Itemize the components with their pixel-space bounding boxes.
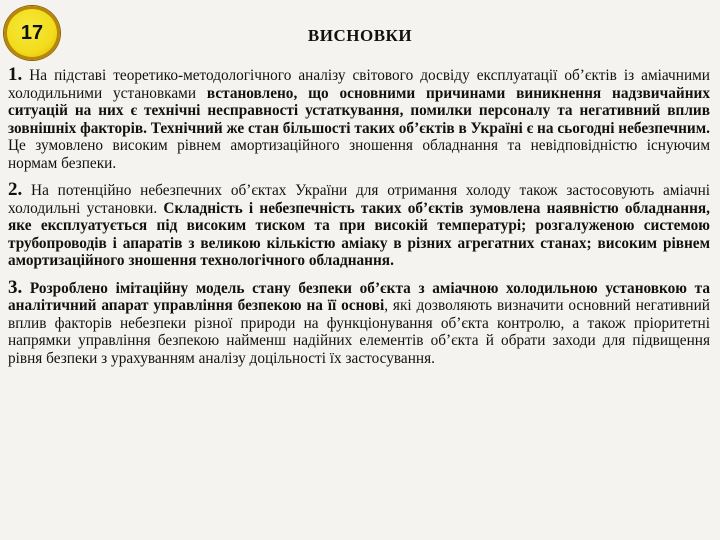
conclusion-number: 3. bbox=[8, 276, 23, 298]
conclusion-number: 1. bbox=[8, 64, 23, 85]
conclusion-text-bold: Розроблено імітаційну модель стану безпеки об’єкта з аміачною холодильною установкою та аналітичний апарат управління безпекою на її основі bbox=[8, 279, 710, 314]
conclusion-number: 2. bbox=[8, 179, 23, 200]
conclusion-text-bold: Складність і небезпечність таких об’єктів зумовлена наявністю обладнання, яке експлуатується під високим тиском та при високій температурі; розгалуженою системою трубопроводів і апаратів з великою кількістю аміаку в різних агрегатних станах; високим рівнем амортизаційного зношення технологічного обладнання. bbox=[8, 199, 710, 269]
conclusion-item-3 bbox=[8, 276, 710, 368]
conclusion-text: На потенційно небезпечних об’єктах України для отримання холоду також застосовують аміачні холодильні установки. bbox=[8, 182, 710, 217]
slide-number-badge: 17 bbox=[4, 6, 60, 60]
page-title: ВИСНОВКИ bbox=[307, 26, 413, 45]
conclusion-text: Це зумовлено високим рівнем амортизаційного зношення обладнання та невідповідністю існуючим нормам безпеки. bbox=[8, 137, 710, 172]
conclusion-item-1 bbox=[8, 66, 710, 172]
conclusions-list bbox=[8, 66, 710, 367]
conclusion-text: На підставі теоретико-методологічного аналізу світового досвіду експлуатації об’єктів із аміачними холодильними установками bbox=[8, 67, 710, 102]
conclusion-text: , які дозволяють визначити основний негативний вплив факторів небезпеки різної природи на функціонування об’єкта контролю, а також пріоритетні напрямки управління безпекою найменш надійних елементів об’єкта й обрати заходи для підвищення рівня безпеки з урахуванням аналізу доцільності їх застосування. bbox=[8, 297, 710, 367]
conclusion-text-bold: встановлено, що основними причинами виникнення надзвичайних ситуацій на них є технічні несправності устаткування, помилки персоналу та негативний вплив зовнішніх факторів. Технічний же стан більшості таких об’єктів в Україні є на сьогодні небезпечним. bbox=[8, 84, 710, 137]
conclusion-item-2 bbox=[8, 181, 710, 270]
